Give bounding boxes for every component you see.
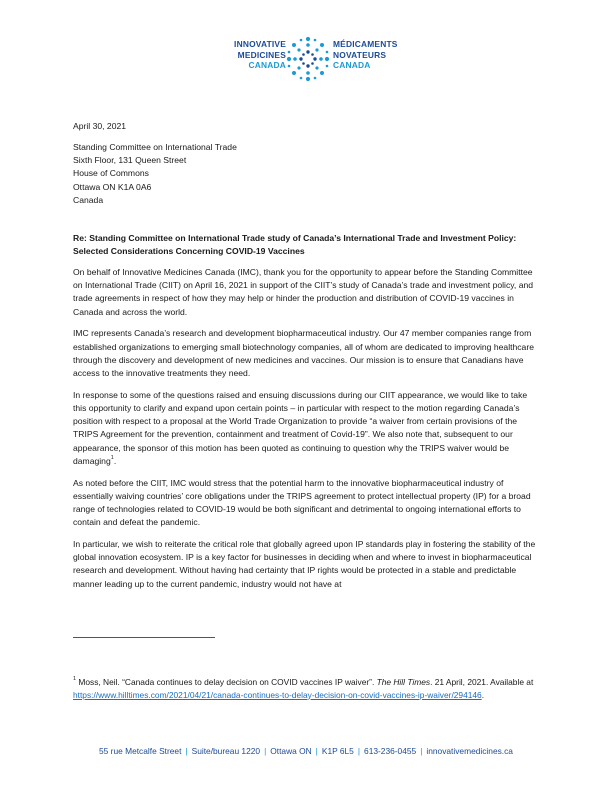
logo-text-french — [333, 39, 443, 71]
footnote-divider — [73, 637, 215, 638]
body-paragraph: In particular, we wish to reiterate the critical role that globally agreed upon IP standards play in fostering the stability of the global innovation ecosystem. IP is a key factor for businesses in deciding when and where to invest in biopharmaceutical research and development. Without having had certainty that IP rights would be protected in a stable and predictable manner leading up to the current pandemic, industry would not have at — [73, 539, 536, 589]
footnote-link[interactable]: https://www.hilltimes.com/2021/04/21/canada-continues-to-delay-decision-on-covid-vaccines-ip-waiver/294146 — [73, 689, 482, 700]
logo-text-english — [200, 39, 286, 71]
logo-en-line1: INNOVATIVE — [234, 39, 286, 49]
footnote-marker: 1 — [73, 676, 77, 682]
logo-fr-line1: MÉDICAMENTS — [333, 39, 398, 49]
letterhead-logo — [0, 34, 612, 86]
body-paragraph: On behalf of Innovative Medicines Canada (IMC), thank you for the opportunity to appear before the Standing Committee on International Trade (CIIT) on April 16, 2021 in support of the CIIT’s study of Canada’s trade and investment policy, and trade agreements in respect of how they may help or hinder the production and distribution of COVID-19 vaccines in Canada and across the world. — [73, 267, 534, 317]
recipient-address — [73, 141, 541, 207]
footnote-citation-date: . 21 April, 2021. Available at — [430, 677, 534, 687]
logo-fr-line2: NOVATEURS — [333, 49, 387, 60]
address-line: House of Commons — [73, 168, 149, 179]
logo-en-line2: MEDICINES — [237, 49, 286, 60]
address-line: Canada — [73, 194, 104, 205]
footer-suite: Suite/bureau 1220 — [191, 746, 261, 756]
body-paragraph: IMC represents Canada’s research and development biopharmaceutical industry. Our 47 member companies range from established organizations to emerging small biotechnology companies, all of whom are dedicated to improving healthcare through the discovery and development of new medicines and vaccines. Our mission is to ensure that Canadians have access to the innovative treatments they need. — [73, 328, 534, 379]
footnote-reference[interactable]: 1 — [110, 454, 114, 461]
body-paragraph: As noted before the CIIT, IMC would stress that the potential harm to the innovative biopharmaceutical industry of essentially waiving countries’ core obligations under the TRIPS agreement to protect intellectual property (IP) for a broad range of technologies related to COVID-19 would be both significant and detrimental to ongoing international efforts to contain and defeat the pandemic. — [73, 477, 531, 528]
logo-en-line3: CANADA — [248, 60, 286, 71]
footer-separator: | — [420, 746, 423, 756]
address-line: Standing Committee on International Trade — [73, 142, 237, 152]
address-line: Ottawa ON K1A 0A6 — [73, 181, 152, 192]
footer-separator: | — [264, 746, 267, 756]
address-line: Sixth Floor, 131 Queen Street — [73, 155, 187, 166]
logo-fr-line3: CANADA — [333, 60, 371, 71]
letter-body — [73, 266, 541, 599]
footer-address: 55 rue Metcalfe Street — [99, 746, 182, 756]
footer-separator: | — [357, 746, 361, 756]
footer-city: Ottawa ON — [270, 746, 312, 756]
footer-separator: | — [185, 746, 188, 756]
footer-postal: K1P 6L5 — [321, 746, 354, 756]
letter-date: April 30, 2021 — [73, 121, 127, 131]
starburst-icon — [286, 34, 330, 84]
footer-website[interactable]: innovativemedicines.ca — [426, 746, 513, 756]
paragraph-text: In response to some of the questions raised and ensuing discussions during our CIIT appearance, we would like to take this opportunity to clarify and expand upon certain points – in particular with respect to the motion regarding Canada’s position with respect to a proposal at the World Trade Organization to provide “a waiver from certain provisions of the TRIPS Agreement for the prevention, containment and treatment of Covid-19”. We also note that, subsequent to our appearance, the sponsor of this motion has been quoted as continuing to question why the TRIPS waiver would be damaging — [73, 389, 528, 466]
body-paragraph: In response to some of the questions raised and ensuing discussions during our CIIT appearance, we would like to take this opportunity to clarify and expand upon certain points – in particular with respect to the motion regarding Canada’s position with respect to a proposal at the World Trade Organization to provide “a waiver from certain provisions of the TRIPS Agreement for the prevention, containment and treatment of Covid-19”. We also note that, subsequent to our appearance, the sponsor of this motion has been quoted as continuing to question why the TRIPS waiver would be damaging$^1$. — [73, 389, 528, 466]
page-footer — [0, 746, 612, 756]
footer-separator: | — [315, 746, 318, 756]
footnote-end: . — [481, 689, 485, 700]
footnote — [73, 676, 543, 701]
subject-line: Re: Standing Committee on International Trade study of Canada’s International Trade and Investment Policy: Selected Considerations Concerning COVID-19 Vaccines — [73, 233, 517, 257]
footer-phone[interactable]: 613-236-0455 — [364, 746, 417, 756]
footnote-publication: The Hill Times — [376, 677, 431, 687]
footnote-citation: Moss, Neil. “Canada continues to delay decision on COVID vaccines IP waiver”. — [78, 677, 377, 687]
